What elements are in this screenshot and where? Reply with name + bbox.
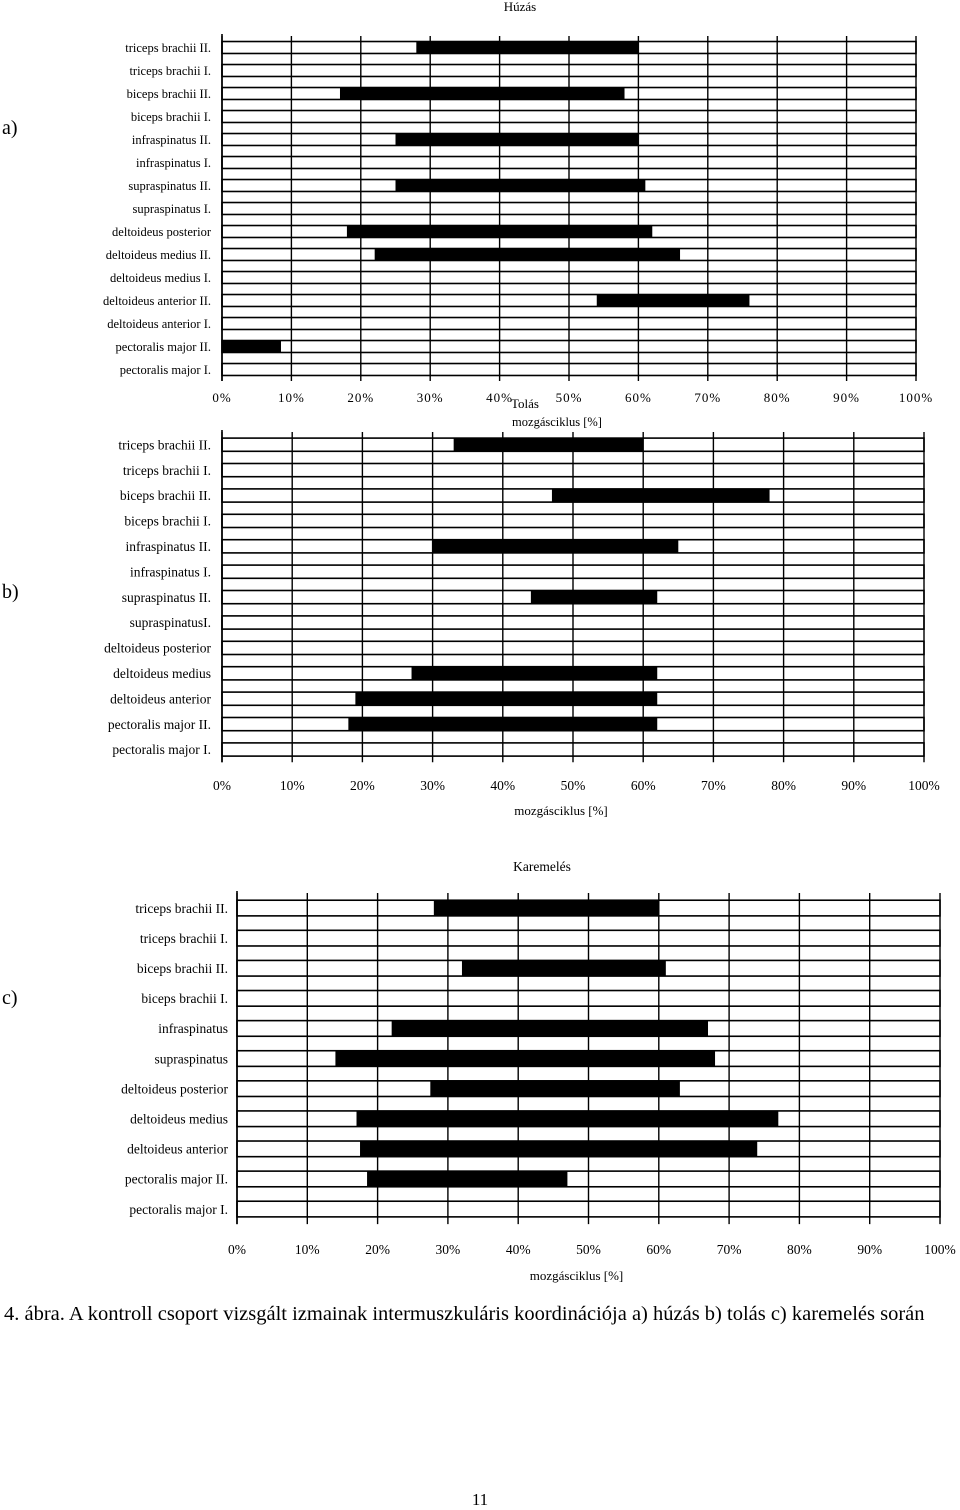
activity-bar-c [367, 1171, 567, 1187]
x-axis-label-a: mozgásciklus [%] [512, 415, 602, 429]
x-tick-label-b: 100% [908, 778, 940, 793]
x-tick-label-a: 40% [486, 390, 514, 405]
x-tick-label-a: 50% [555, 390, 583, 405]
category-label-b: triceps brachii II. [118, 437, 211, 453]
category-label-a: deltoideus posterior [112, 224, 211, 239]
x-axis-label-c: mozgásciklus [%] [529, 1268, 624, 1283]
category-label-a: supraspinatus I. [132, 201, 211, 216]
category-label-c: deltoideus anterior [127, 1141, 228, 1157]
x-tick-label-a: 90% [833, 390, 861, 405]
category-label-a: deltoideus medius II. [105, 247, 211, 262]
x-tick-label-b: 50% [560, 778, 586, 793]
x-tick-label-b: 40% [490, 778, 516, 793]
category-label-b: deltoideus medius [113, 666, 211, 682]
x-tick-label-c: 80% [787, 1242, 812, 1257]
x-tick-label-c: 20% [365, 1242, 390, 1257]
category-label-c: deltoideus medius [130, 1111, 228, 1127]
x-tick-label-c: 30% [435, 1242, 461, 1257]
x-tick-label-b: 90% [841, 778, 867, 793]
category-label-b: pectoralis major II. [107, 716, 211, 732]
category-label-b: infraspinatus II. [125, 539, 211, 555]
chart-title-c: Karemelés [513, 859, 571, 874]
x-tick-label-c: 0% [228, 1242, 246, 1257]
x-tick-label-b: 60% [630, 778, 656, 793]
category-label-a: deltoideus anterior I. [107, 316, 211, 331]
chart-title-b: Tolás [511, 396, 539, 411]
activity-bar-a [597, 295, 750, 307]
category-label-c: biceps brachii II. [136, 960, 228, 976]
category-label-a: biceps brachii II. [126, 86, 211, 101]
category-label-c: biceps brachii I. [141, 991, 228, 1007]
category-label-a: supraspinatus II. [128, 178, 211, 193]
category-label-b: pectoralis major I. [112, 742, 211, 758]
category-label-a: triceps brachii II. [125, 40, 211, 55]
x-tick-label-c: 70% [716, 1242, 742, 1257]
category-label-b: supraspinatusI. [129, 615, 211, 631]
x-tick-label-c: 60% [646, 1242, 672, 1257]
activity-bar-c [392, 1021, 708, 1037]
activity-bar-b [433, 540, 679, 553]
category-label-a: triceps brachii I. [129, 63, 211, 78]
activity-bar-a [222, 341, 281, 353]
activity-bar-a [347, 226, 652, 238]
figure-caption: 4. ábra. A kontroll csoport vizsgált izmainak intermuszkuláris koordinációja a) húzás b) tolás c) karemelés során [4, 1303, 925, 1325]
x-tick-label-a: 20% [347, 390, 375, 405]
x-tick-label-b: 70% [701, 778, 726, 793]
x-tick-label-c: 40% [505, 1242, 531, 1257]
category-label-c: triceps brachii II. [135, 900, 228, 916]
activity-bar-b [552, 489, 770, 502]
page-number: 11 [471, 1490, 489, 1509]
x-tick-label-b: 10% [279, 778, 305, 793]
activity-bar-a [340, 88, 625, 100]
category-label-c: deltoideus posterior [121, 1081, 228, 1097]
x-tick-label-a: 10% [277, 390, 305, 405]
activity-bar-b [454, 438, 644, 451]
category-label-a: infraspinatus I. [136, 155, 211, 170]
category-label-b: biceps brachii I. [124, 513, 211, 529]
panel-label-c: c) [2, 987, 18, 1009]
panel-label-a: a) [2, 117, 18, 139]
panel-label-b: b) [2, 581, 19, 603]
activity-bar-c [335, 1051, 715, 1067]
category-label-c: pectoralis major I. [129, 1201, 228, 1217]
x-tick-label-b: 30% [420, 778, 445, 793]
activity-bar-b [355, 692, 657, 705]
x-tick-label-a: 30% [416, 390, 444, 405]
activity-bar-a [416, 42, 638, 54]
x-tick-label-a: 80% [763, 390, 791, 405]
x-tick-label-b: 20% [350, 778, 375, 793]
x-tick-label-a: 60% [624, 390, 652, 405]
category-label-b: supraspinatus II. [121, 589, 211, 605]
category-label-a: deltoideus anterior II. [103, 293, 211, 308]
category-label-a: infraspinatus II. [131, 132, 211, 147]
category-label-b: deltoideus posterior [104, 640, 211, 656]
category-label-a: pectoralis major I. [119, 362, 211, 377]
chart-title-a: Húzás [503, 0, 537, 14]
category-label-b: deltoideus anterior [110, 691, 211, 707]
activity-bar-b [348, 717, 657, 730]
category-label-a: deltoideus medius I. [109, 270, 211, 285]
category-label-b: biceps brachii II. [119, 488, 211, 504]
activity-bar-c [430, 1081, 680, 1097]
activity-bar-c [357, 1111, 779, 1127]
x-tick-label-c: 10% [294, 1242, 320, 1257]
x-tick-label-c: 50% [576, 1242, 601, 1257]
category-label-b: infraspinatus I. [130, 564, 211, 580]
x-tick-label-b: 80% [771, 778, 796, 793]
x-tick-label-a: 70% [694, 390, 722, 405]
category-label-c: infraspinatus [158, 1021, 228, 1037]
category-label-c: pectoralis major II. [124, 1171, 228, 1187]
x-tick-label-a: 100% [898, 390, 934, 405]
activity-bar-c [434, 900, 659, 916]
category-label-c: triceps brachii I. [139, 930, 228, 946]
activity-bar-b [531, 590, 657, 603]
activity-bar-c [462, 960, 666, 976]
category-label-a: pectoralis major II. [115, 339, 211, 354]
activity-bar-c [360, 1141, 757, 1157]
category-label-b: triceps brachii I. [122, 462, 211, 478]
x-tick-label-a: 0% [212, 390, 232, 405]
category-label-a: biceps brachii I. [130, 109, 211, 124]
activity-bar-a [396, 180, 646, 192]
x-axis-label-b: mozgásciklus [%] [514, 803, 608, 818]
activity-bar-a [396, 134, 639, 146]
x-tick-label-c: 90% [857, 1242, 883, 1257]
activity-bar-b [412, 667, 658, 680]
x-tick-label-b: 0% [213, 778, 231, 793]
activity-bar-a [375, 249, 680, 261]
x-tick-label-c: 100% [924, 1242, 956, 1257]
category-label-c: supraspinatus [154, 1051, 228, 1067]
